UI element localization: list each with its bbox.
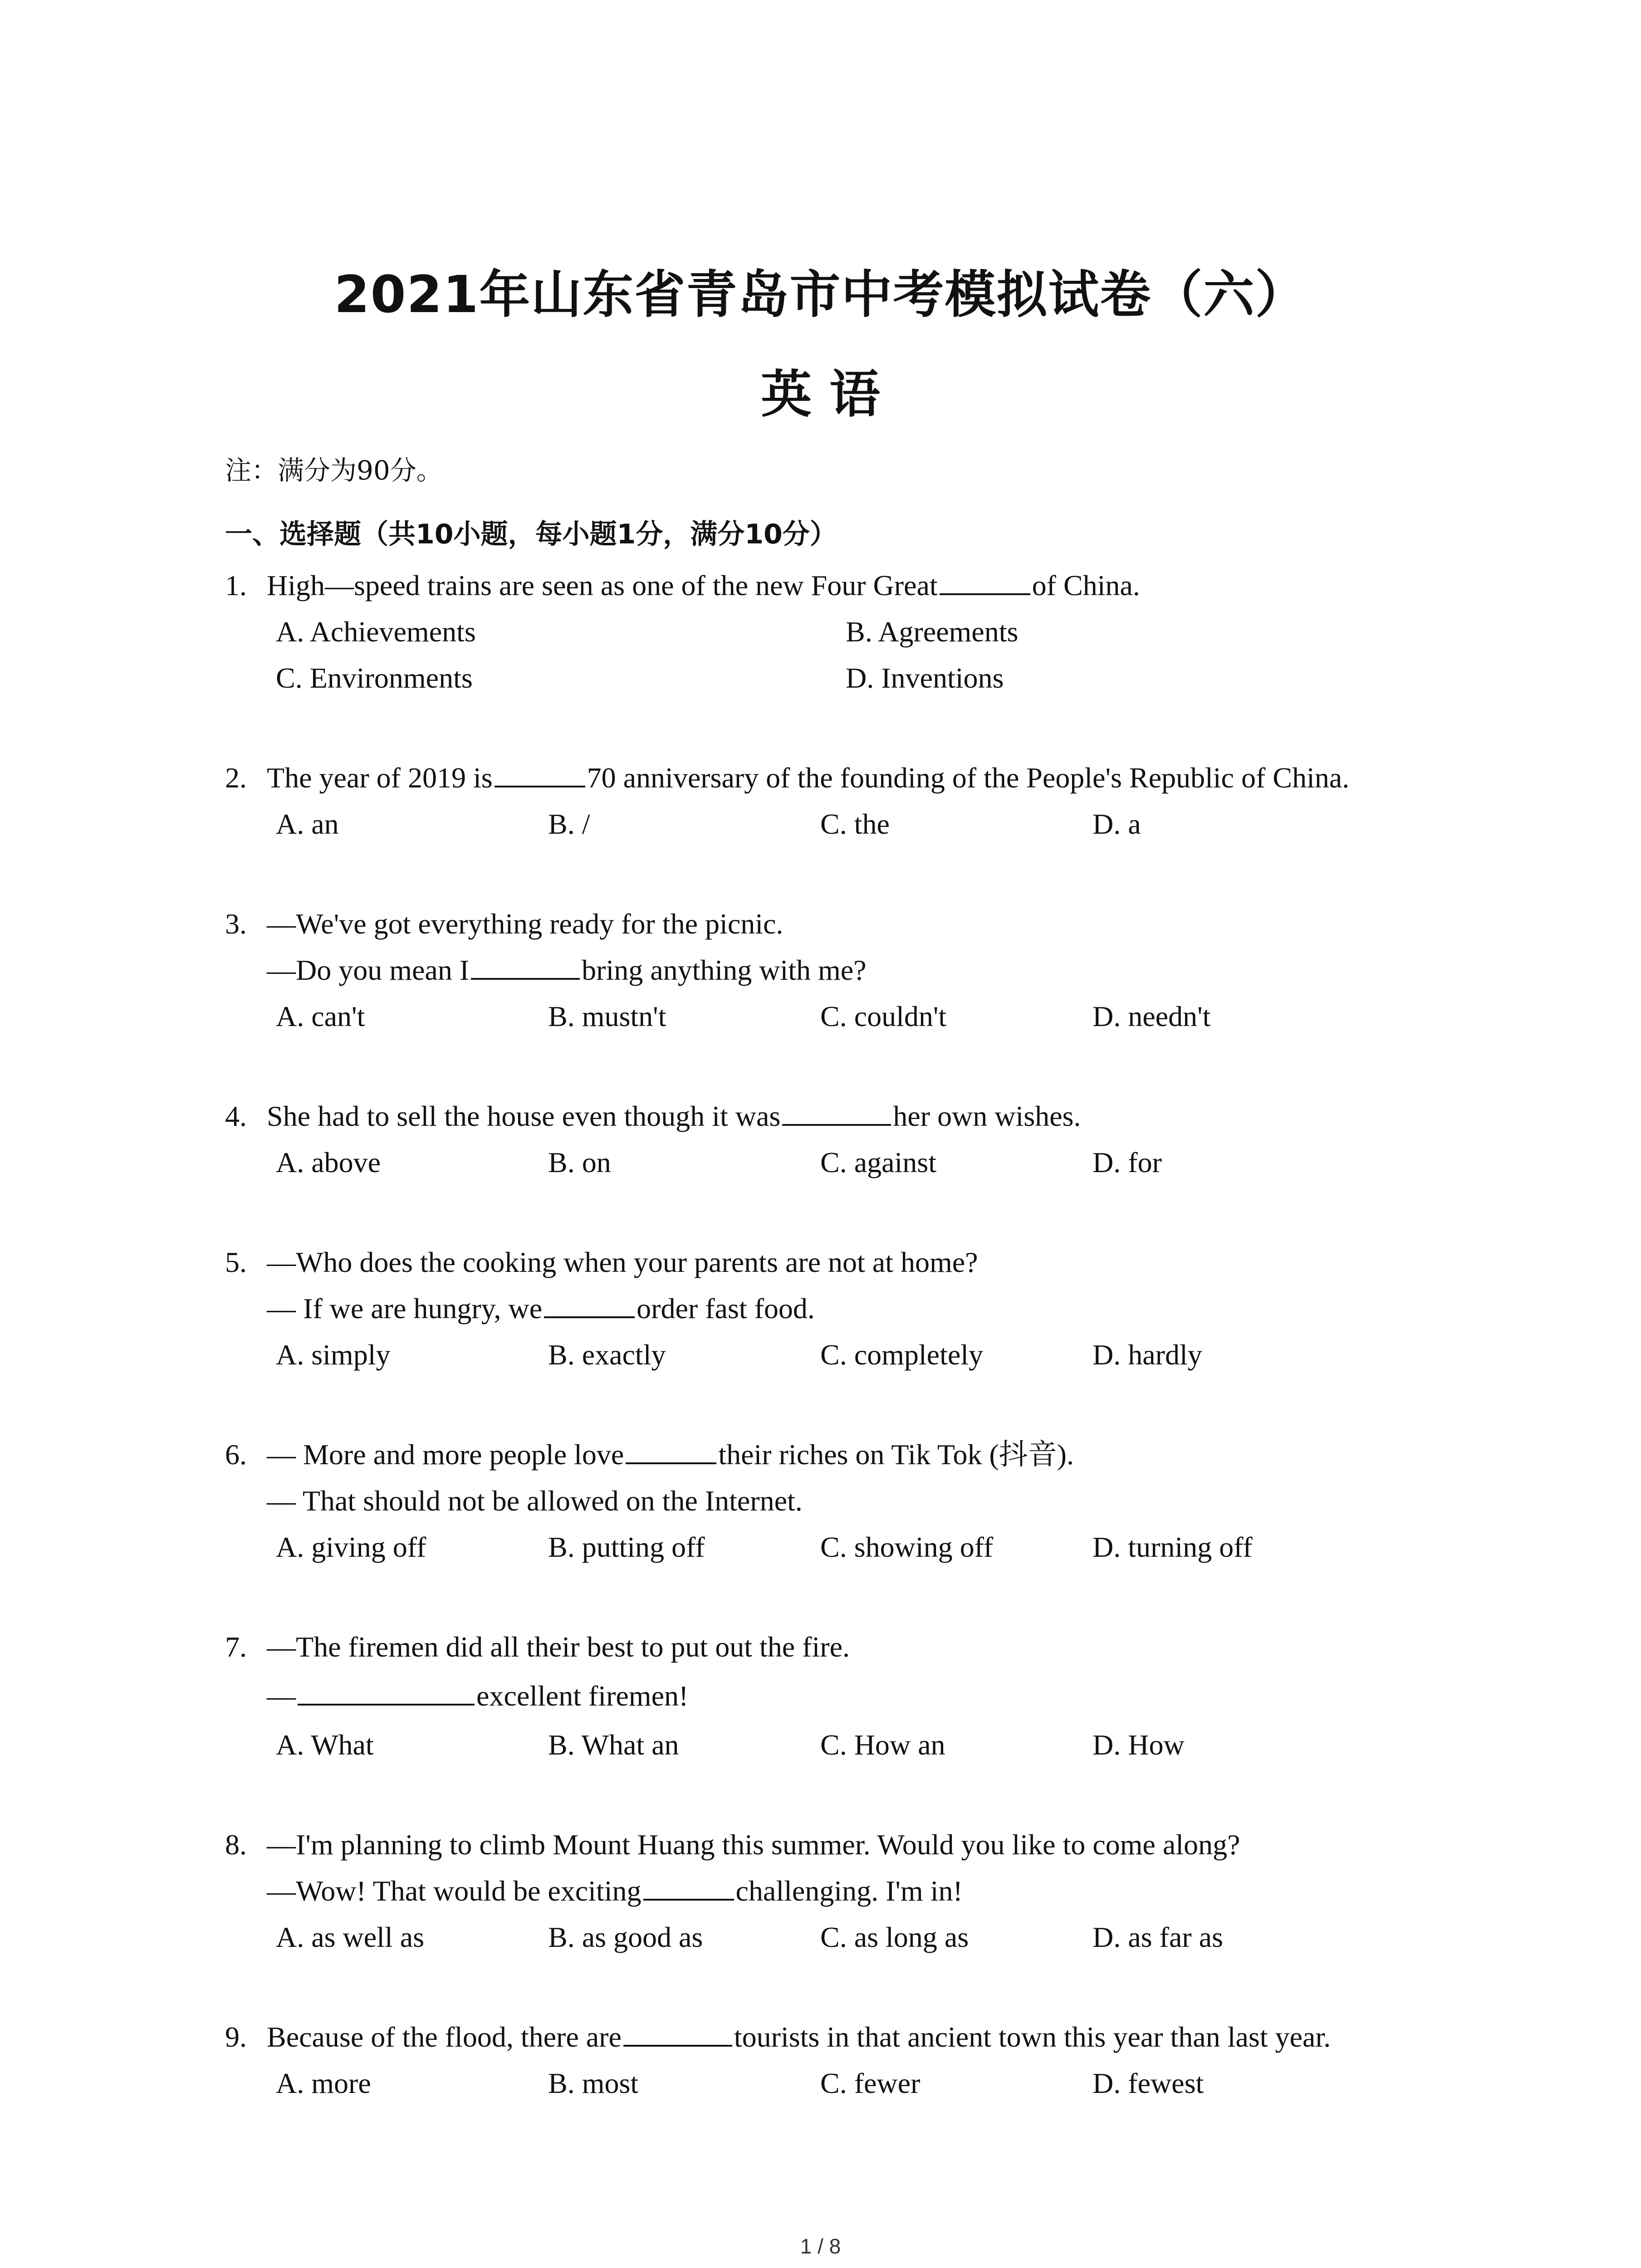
- question-5: [225, 1239, 1450, 1378]
- question-text: of China.: [1032, 569, 1140, 601]
- option-d[interactable]: D. Inventions: [846, 662, 1004, 694]
- subject-title: 英 语: [761, 365, 880, 424]
- option-a[interactable]: A. Achievements: [276, 616, 476, 648]
- question-text: The year of 2019 is: [267, 762, 493, 794]
- question-1: [225, 562, 1450, 701]
- question-number: 2.: [225, 762, 247, 794]
- question-text: their riches on Tik Tok (抖音).: [718, 1438, 1074, 1471]
- answer-blank: [471, 953, 580, 980]
- option-a[interactable]: A. more: [276, 2067, 371, 2099]
- question-9: [225, 2014, 1450, 2107]
- option-b[interactable]: B. putting off: [548, 1531, 705, 1563]
- option-a[interactable]: A. simply: [276, 1339, 391, 1371]
- option-c[interactable]: C. the: [820, 808, 890, 840]
- question-text: — That should not be allowed on the Internet.: [267, 1485, 803, 1517]
- page-number: 1 / 8: [800, 2234, 841, 2258]
- answer-blank: [940, 568, 1030, 595]
- option-b[interactable]: B. on: [548, 1146, 611, 1178]
- option-c[interactable]: C. completely: [820, 1339, 984, 1371]
- question-text: 70 anniversary of the founding of the People's Republic of China.: [587, 762, 1350, 794]
- option-b[interactable]: B. as good as: [548, 1921, 703, 1953]
- question-text: her own wishes.: [893, 1100, 1081, 1132]
- section-heading: 一、选择题（共10小题，每小题1分，满分10分）: [225, 518, 837, 550]
- option-c[interactable]: C. couldn't: [820, 1000, 947, 1032]
- option-d[interactable]: D. fewest: [1092, 2067, 1204, 2099]
- question-text: tourists in that ancient town this year than last year.: [734, 2021, 1331, 2053]
- option-a[interactable]: A. above: [276, 1146, 381, 1178]
- exam-title: 2021年山东省青岛市中考模拟试卷（六）: [334, 265, 1307, 324]
- question-text: High—speed trains are seen as one of the new Four Great: [267, 569, 938, 601]
- question-text: — More and more people love: [267, 1438, 624, 1471]
- answer-blank: [643, 1873, 734, 1901]
- option-a[interactable]: A. as well as: [276, 1921, 425, 1953]
- option-a[interactable]: A. an: [276, 808, 339, 840]
- option-c[interactable]: C. How an: [820, 1729, 945, 1761]
- option-c[interactable]: C. showing off: [820, 1531, 994, 1563]
- option-b[interactable]: B. Agreements: [846, 616, 1019, 648]
- score-note: 注：满分为90分。: [225, 455, 443, 486]
- option-a[interactable]: A. can't: [276, 1000, 365, 1032]
- question-text: Because of the flood, there are: [267, 2021, 622, 2053]
- option-a[interactable]: A. giving off: [276, 1531, 426, 1563]
- question-number: 3.: [225, 908, 247, 940]
- question-text: excellent firemen!: [476, 1680, 689, 1712]
- answer-blank: [623, 2019, 732, 2047]
- option-d[interactable]: D. hardly: [1092, 1339, 1202, 1371]
- question-text: —: [267, 1680, 296, 1712]
- question-text: —I'm planning to climb Mount Huang this summer. Would you like to come along?: [267, 1828, 1240, 1861]
- question-text: order fast food.: [637, 1292, 815, 1325]
- question-text: bring anything with me?: [582, 954, 867, 986]
- question-7: [225, 1624, 1450, 1768]
- option-b[interactable]: B. /: [548, 808, 590, 840]
- option-d[interactable]: D. as far as: [1092, 1921, 1223, 1953]
- option-b[interactable]: B. What an: [548, 1729, 679, 1761]
- question-text: —We've got everything ready for the picnic.: [267, 908, 784, 940]
- option-d[interactable]: D. turning off: [1092, 1531, 1253, 1563]
- question-number: 1.: [225, 569, 247, 601]
- question-2: [225, 755, 1450, 847]
- question-3: [225, 901, 1450, 1040]
- option-d[interactable]: D. How: [1092, 1729, 1185, 1761]
- question-text: challenging. I'm in!: [735, 1875, 963, 1907]
- question-number: 7.: [225, 1631, 247, 1663]
- option-d[interactable]: D. needn't: [1092, 1000, 1211, 1032]
- question-text: — If we are hungry, we: [267, 1292, 543, 1325]
- answer-blank: [626, 1437, 716, 1464]
- option-b[interactable]: B. exactly: [548, 1339, 666, 1371]
- question-6: [225, 1432, 1450, 1570]
- question-number: 8.: [225, 1828, 247, 1861]
- option-b[interactable]: B. most: [548, 2067, 639, 2099]
- answer-blank: [298, 1678, 475, 1706]
- question-text: She had to sell the house even though it was: [267, 1100, 781, 1132]
- option-a[interactable]: A. What: [276, 1729, 374, 1761]
- question-text: —Wow! That would be exciting: [267, 1875, 642, 1907]
- option-c[interactable]: C. fewer: [820, 2067, 921, 2099]
- option-c[interactable]: C. against: [820, 1146, 936, 1178]
- question-number: 5.: [225, 1246, 247, 1278]
- question-number: 4.: [225, 1100, 247, 1132]
- option-d[interactable]: D. for: [1092, 1146, 1162, 1178]
- question-number: 6.: [225, 1438, 247, 1471]
- option-c[interactable]: C. as long as: [820, 1921, 969, 1953]
- question-text: —Do you mean I: [267, 954, 470, 986]
- question-number: 9.: [225, 2021, 247, 2053]
- answer-blank: [495, 760, 585, 787]
- option-d[interactable]: D. a: [1092, 808, 1141, 840]
- question-8: [225, 1822, 1450, 1960]
- answer-blank: [544, 1291, 635, 1318]
- answer-blank: [782, 1099, 891, 1126]
- option-b[interactable]: B. mustn't: [548, 1000, 666, 1032]
- question-4: [225, 1093, 1450, 1186]
- option-c[interactable]: C. Environments: [276, 662, 473, 694]
- question-text: —Who does the cooking when your parents are not at home?: [267, 1246, 978, 1278]
- question-text: —The firemen did all their best to put out the fire.: [267, 1631, 850, 1663]
